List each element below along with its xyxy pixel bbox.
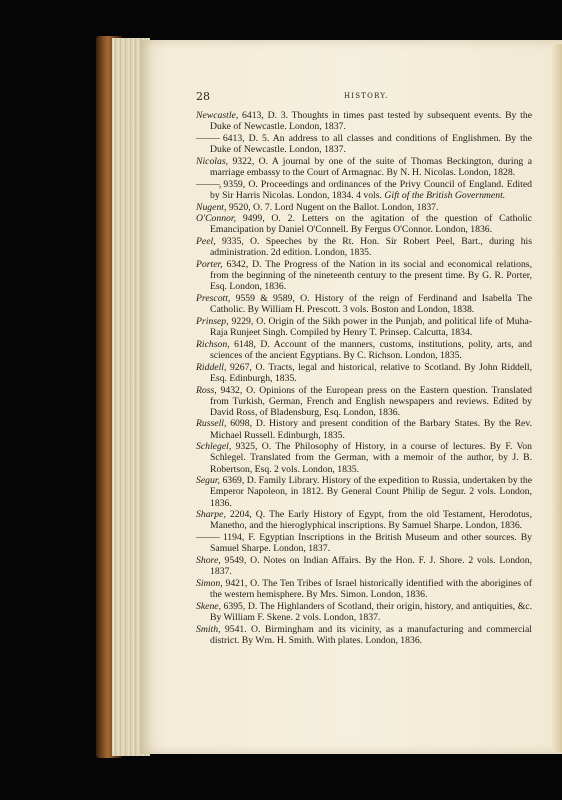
catalogue-entry [196,555,532,577]
catalogue-entry [196,133,532,155]
entry-text: 9335, O. Speeches by the Rt. Hon. Sir Robert Peel, Bart., during his administration. 2d edition. London, 1835. [210,236,532,259]
catalogue-entry [196,362,532,384]
entry-author: ——— [196,132,219,144]
entry-text: 6098, D. History and present condition of the Barbary States. By the Rev. Michael Russell. Edinburgh, 1835. [210,418,532,441]
catalogue-entry [196,293,532,315]
entry-author: O'Connor, [196,213,237,225]
entry-text: 1194, F. Egyptian Inscriptions in the British Museum and other sources. By Samuel Sharpe. London, 1837. [210,532,532,555]
entry-text: 6369, D. Family Library. History of the expedition to Russia, undertaken by the Emperor Napoleon, in 1812. By General Count Philip de Segur. 2 vols. London, 1836. [210,475,532,509]
catalogue-entry [196,578,532,600]
catalogue-entry [196,532,532,554]
entry-author: Skene, [196,600,222,612]
catalogue-entry [196,202,532,213]
entry-author: Riddell, [196,361,227,373]
catalogue-entry [196,418,532,440]
entry-text: 9322, O. A journal by one of the suite of Thomas Beckington, during a marriage embassy to the Court of Armagnac. By N. H. Nicolas. London, 1828. [210,155,532,178]
catalogue-entry [196,179,532,201]
entry-author: Nicolas, [196,155,229,167]
catalogue-entry [196,236,532,258]
page-header [196,90,532,104]
catalogue-entry [196,339,532,361]
entry-author: ——— [196,532,219,544]
entry-text: 6413, D. 3. Thoughts in times past tested by subsequent events. By the Duke of Newcastle. London, 1837. [210,110,532,133]
catalogue-entry [196,601,532,623]
running-head: HISTORY. [344,92,389,100]
entry-text: 9432, O. Opinions of the European press on the Eastern question. Translated from Turkish, German, French and English newspapers and reviews. Edited by David Ross, of Bladensburg, Esq. London, 1836. [210,384,532,418]
entry-author: Nugent, [196,201,227,213]
entry-author: Sharpe, [196,509,226,521]
entry-author: Prinsep, [196,315,229,327]
entry-author: Simon, [196,577,223,589]
entry-text: 9549, O. Notes on Indian Affairs. By the Hon. F. J. Shore. 2 vols. London, 1837. [210,555,532,578]
entry-text: 6148, D. Account of the manners, customs, institutions, polity, arts, and sciences of the ancient Egyptians. By C. Richson. London, 1835. [210,338,532,361]
entry-text: 9421, O. The Ten Tribes of Israel historically identified with the aborigines of the western hemisphere. By Mrs. Simon. London, 1836. [210,577,532,600]
entry-text: 2204, Q. The Early History of Egypt, from the old Testament, Herodotus, Manetho, and the hieroglyphical inscriptions. By Samuel Sharpe. London, 1836. [210,509,532,532]
entry-text: 9499, O. 2. Letters on the agitation of the question of Catholic Emancipation by Daniel O'Connell. By Fergus O'Connor. London, 1836. [210,213,532,236]
entry-author: Peel, [196,236,216,248]
entry-author: Russell, [196,418,227,430]
entry-text: 9520, O. 7. Lord Nugent on the Ballot. London, 1837. [226,201,439,213]
entry-text: 9267, O. Tracts, legal and historical, relative to Scotland. By John Riddell, Esq. Edinburgh, 1835. [210,361,532,384]
catalogue-entry [196,213,532,235]
entry-text: 9541. O. Birmingham and its vicinity, as a manufacturing and commercial district. By Wm. H. Smith. With plates. London, 1836. [210,623,532,646]
entry-author: Newcastle, [196,110,239,121]
entry-text: 6395, D. The Highlanders of Scotland, their origin, history, and antiquities, &c. By William F. Skene. 2 vols. London, 1837. [210,600,532,623]
entry-text: 9559 & 9589, O. History of the reign of Ferdinand and Isabella The Catholic. By William H. Prescott. 3 vols. Boston and London, 1838. [210,293,532,316]
entry-author: Shore, [196,555,221,567]
catalogue-entry [196,316,532,338]
catalogue-entry [196,509,532,531]
entry-author: Prescott, [196,293,231,304]
entry-author: Ross, [196,384,217,396]
entry-author: Richson, [196,338,230,350]
entry-author: Schlegel, [196,441,232,453]
entry-author: Porter, [196,259,223,271]
catalogue-entry [196,156,532,178]
entry-author: Smith, [196,623,221,635]
entry-text: 9325, O. The Philosophy of History, in a course of lectures. By F. Von Schlegel. Translated from the German, with a memoir of the author, by J. B. Robertson, Esq. 2 vols. London, 1835. [210,441,532,475]
entry-note: Gift of the British Government. [384,189,506,201]
entry-text: 6413, D. 5. An address to all classes and conditions of Englishmen. By the Duke of Newcastle. London, 1837. [210,132,532,155]
entry-author: Segur, [196,475,220,487]
catalogue-entry [196,441,532,474]
entry-text: 9229, O. Origin of the Sikh power in the Punjab, and political life of Muha-Raja Runjeet Singh. Compiled by Henry T. Prinsep. Calcutta, 1834. [210,315,532,338]
page-right-edge [552,44,562,752]
catalogue-entry [196,259,532,292]
catalogue-entry [196,385,532,418]
entry-text: 6342, D. The Progress of the Nation in its social and economical relations, from the beginning of the nineteenth century to the present time. By G. R. Porter, Esq. London, 1836. [210,259,532,293]
catalogue-entries [196,110,532,647]
entry-text: 9359, O. Proceedings and ordinances of the Privy Council of England. Edited by Sir Harris Nicolas. London, 1834. 4 vols. [210,178,532,201]
page-number: 28 [196,90,210,103]
catalogue-entry [196,624,532,646]
catalogue-entry [196,475,532,508]
entry-author: ———, [196,178,221,190]
catalogue-entry [196,110,532,132]
